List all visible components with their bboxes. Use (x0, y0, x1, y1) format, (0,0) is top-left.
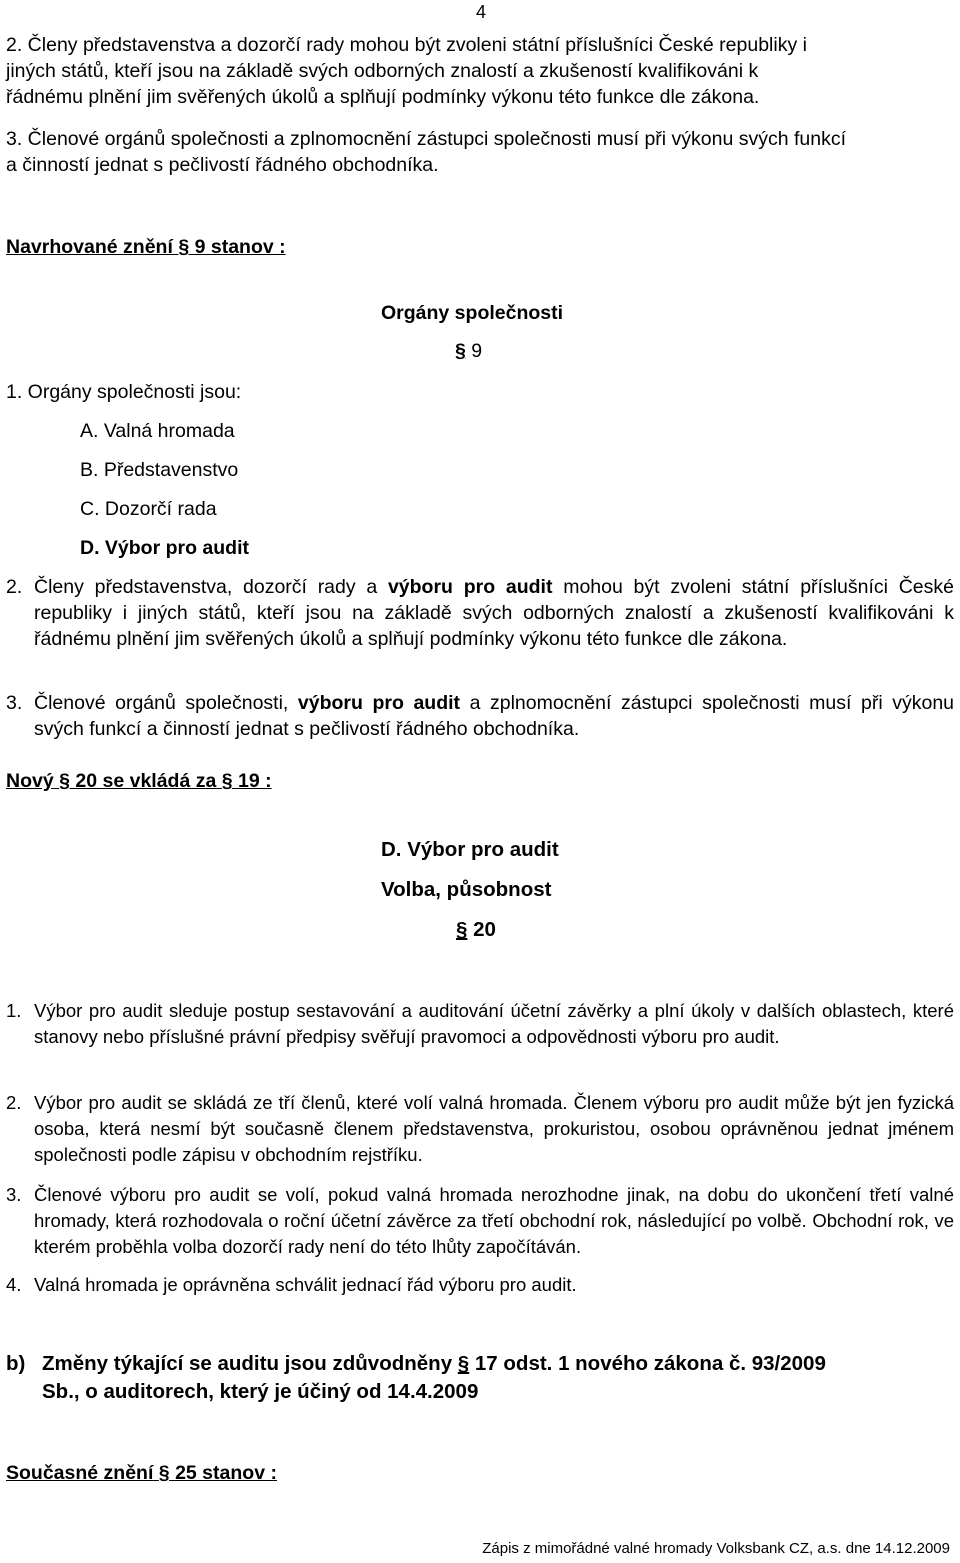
section-b-label: b) (6, 1352, 26, 1375)
section-heading-new: Nový § 20 se vkládá za § 19 : (6, 770, 272, 792)
page-number: 4 (476, 2, 487, 22)
section2-title-1: D. Výbor pro audit (381, 838, 559, 861)
organs-item-1: 1. Orgány společnosti jsou: (6, 381, 242, 403)
section2-item-2: 2. Výbor pro audit se skládá ze tří členů, které volí valná hromada. Členem výboru pro audit může být jen fyzická osoba, která nesmí být současně členem představenstva, prokuristou, osobou oprávněnou jednat jménem společnosti podle zápisu v obchodním rejstříku. (6, 1092, 954, 1165)
intro-p3-line2: a činností jednat s pečlivostí řádného obchodníka. (6, 154, 439, 176)
paragraph-sign: § (457, 1352, 470, 1375)
organ-valna-hromada: A. Valná hromada (80, 420, 235, 442)
section-b-line-2: Sb., o auditorech, který je účiný od 14.4.2009 (42, 1380, 479, 1403)
section1-paragraph-3: 3. Členové orgánů společnosti, výboru pro audit a zplnomocnění zástupci společnosti musí při výkonu svých funkcí a činností jednat s pečlivostí řádného obchodníka. (6, 692, 955, 740)
section-number: § 9 (455, 340, 483, 362)
intro-p2-line2: jiných států, kteří jsou na základě svých odborných znalostí a zkušeností kvalifikováni k (6, 60, 759, 82)
intro-p2-line1: 2. Členy představenstva a dozorčí rady mohou být zvoleni státní příslušníci České republiky i (6, 34, 807, 56)
section-heading-current: Současné znění § 25 stanov : (6, 1462, 277, 1484)
organ-dozorci-rada: C. Dozorčí rada (80, 498, 217, 520)
intro-p3-line1: 3. Členové orgánů společnosti a zplnomocnění zástupci společnosti musí při výkonu svých funkcí (6, 128, 847, 150)
section1-paragraph-2: 2. Členy představenstva, dozorčí rady a výboru pro audit mohou být zvoleni státní příslušníci České republiky i jiných států, kteří jsou na základě svých odborných znalostí a zkušeností kvalifikováni k řádnému plnění jim svěřených úkolů a splňují podmínky výkonu této funkce dle zákona. (6, 576, 954, 650)
paragraph-sign: § (178, 236, 190, 258)
section2-number: § 20 (456, 918, 496, 941)
paragraph-sign: § (221, 770, 233, 792)
organ-vybor-pro-audit: D. Výbor pro audit (80, 537, 250, 559)
section2-title-2: Volba, působnost (381, 878, 552, 901)
intro-p2-line3: řádnému plnění jim svěřených úkolů a splňují podmínky výkonu této funkce dle zákona. (6, 86, 760, 108)
section2-item-1: 1. Výbor pro audit sleduje postup sestavování a auditování účetní závěrky a plní úkoly v dalších oblastech, které stanovy nebo příslušné právní předpisy svěřují pravomoci a odpovědnosti výboru pro audit. (6, 1000, 954, 1047)
section-b-line-1: Změny týkající se auditu jsou zdůvodněny § 17 odst. 1 nového zákona č. 93/2009 (42, 1352, 826, 1375)
paragraph-sign: § (455, 340, 466, 362)
section-title: Orgány společnosti (381, 302, 564, 324)
section2-item-3: 3. Členové výboru pro audit se volí, pokud valná hromada nerozhodne jinak, na dobu do ukončení třetí valné hromady, která rozhodovala o roční účetní závěrce za třetí obchodní rok, následující po volbě. Obchodní rok, ve kterém proběhla volba dozorčí rady není do této lhůty započítáván. (6, 1184, 954, 1257)
paragraph-sign: § (158, 1462, 170, 1484)
paragraph-sign: § (59, 770, 70, 792)
section2-item-4: 4. Valná hromada je oprávněna schválit jednací řád výboru pro audit. (6, 1274, 577, 1295)
organ-predstavenstvo: B. Představenstvo (80, 459, 239, 481)
paragraph-sign: § (456, 918, 468, 941)
page-footer: Zápis z mimořádné valné hromady Volksbank CZ, a.s. dne 14.12.2009 (482, 1540, 950, 1557)
section-heading-proposed: Navrhované znění § 9 stanov : (6, 236, 286, 258)
